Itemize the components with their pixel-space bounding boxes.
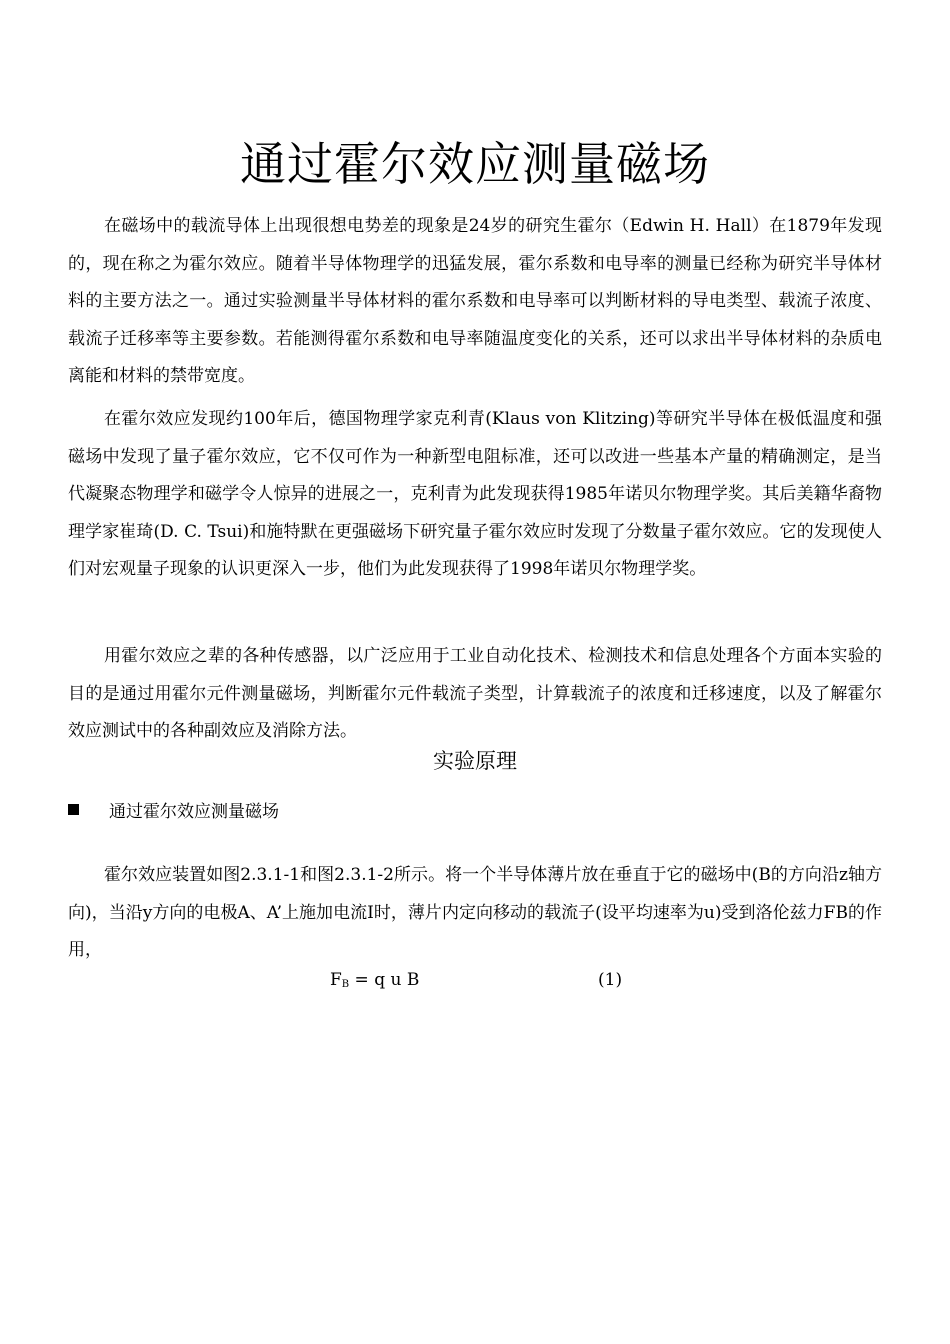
bullet-text: 通过霍尔效应测量磁场 bbox=[109, 801, 279, 822]
intro-paragraph: 在磁场中的载流导体上出现很想电势差的现象是24岁的研究生霍尔（Edwin H. Hall）在1879年发现的，现在称之为霍尔效应。随着半导体物理学的迅猛发展，霍尔系数和电导率的测量已经称为研究半导体材料的主要方法之一。通过实验测量半导体材料的霍尔系数和电导率可以判断材料的导电类型、载流子浓度、载流子迁移率等主要参数。若能测得霍尔系数和电导率随温度变化的关系，还可以求出半导体材料的杂质电离能和材料的禁带宽度。 bbox=[68, 216, 882, 386]
equation bbox=[330, 965, 419, 995]
history-paragraph: 在霍尔效应发现约100年后，德国物理学家克利青(Klaus von Klitzing)等研究半导体在极低温度和强磁场中发现了量子霍尔效应，它不仅可作为一种新型电阻标准，还可以改进一些基本产量的精确测定，是当代凝聚态物理学和磁学令人惊异的进展之一，克利青为此发现获得1985年诺贝尔物理学奖。其后美籍华裔物理学家崔琦(D. C. Tsui)和施特默在更强磁场下研究量子霍尔效应时发现了分数量子霍尔效应。它的发现使人们对宏观量子现象的认识更深入一步，他们为此发现获得了1998年诺贝尔物理学奖。 bbox=[68, 409, 882, 579]
equation-number: (1) bbox=[598, 970, 623, 990]
page-title: 通过霍尔效应测量磁场 bbox=[240, 136, 710, 191]
section-heading: 实验原理 bbox=[433, 749, 517, 773]
purpose-paragraph: 用霍尔效应之辈的各种传感器，以广泛应用于工业自动化技术、检测技术和信息处理各个方面本实验的目的是通过用霍尔元件测量磁场，判断霍尔元件载流子类型，计算载流子的浓度和迁移速度，以及了解霍尔效应测试中的各种副效应及消除方法。 bbox=[68, 646, 882, 741]
filled-square-icon bbox=[68, 804, 79, 815]
equation-rhs: = q u B bbox=[349, 970, 420, 990]
bullet-item bbox=[68, 792, 279, 826]
equation-subscript: B bbox=[341, 979, 350, 990]
equation-lhs: F bbox=[330, 970, 342, 990]
principle-paragraph: 霍尔效应装置如图2.3.1-1和图2.3.1-2所示。将一个半导体薄片放在垂直于它的磁场中(B的方向沿z轴方向)，当沿y方向的电极A、A’上施加电流I时，薄片内定向移动的载流子(设平均速率为u)受到洛伦兹力FB的作用， bbox=[68, 865, 882, 960]
